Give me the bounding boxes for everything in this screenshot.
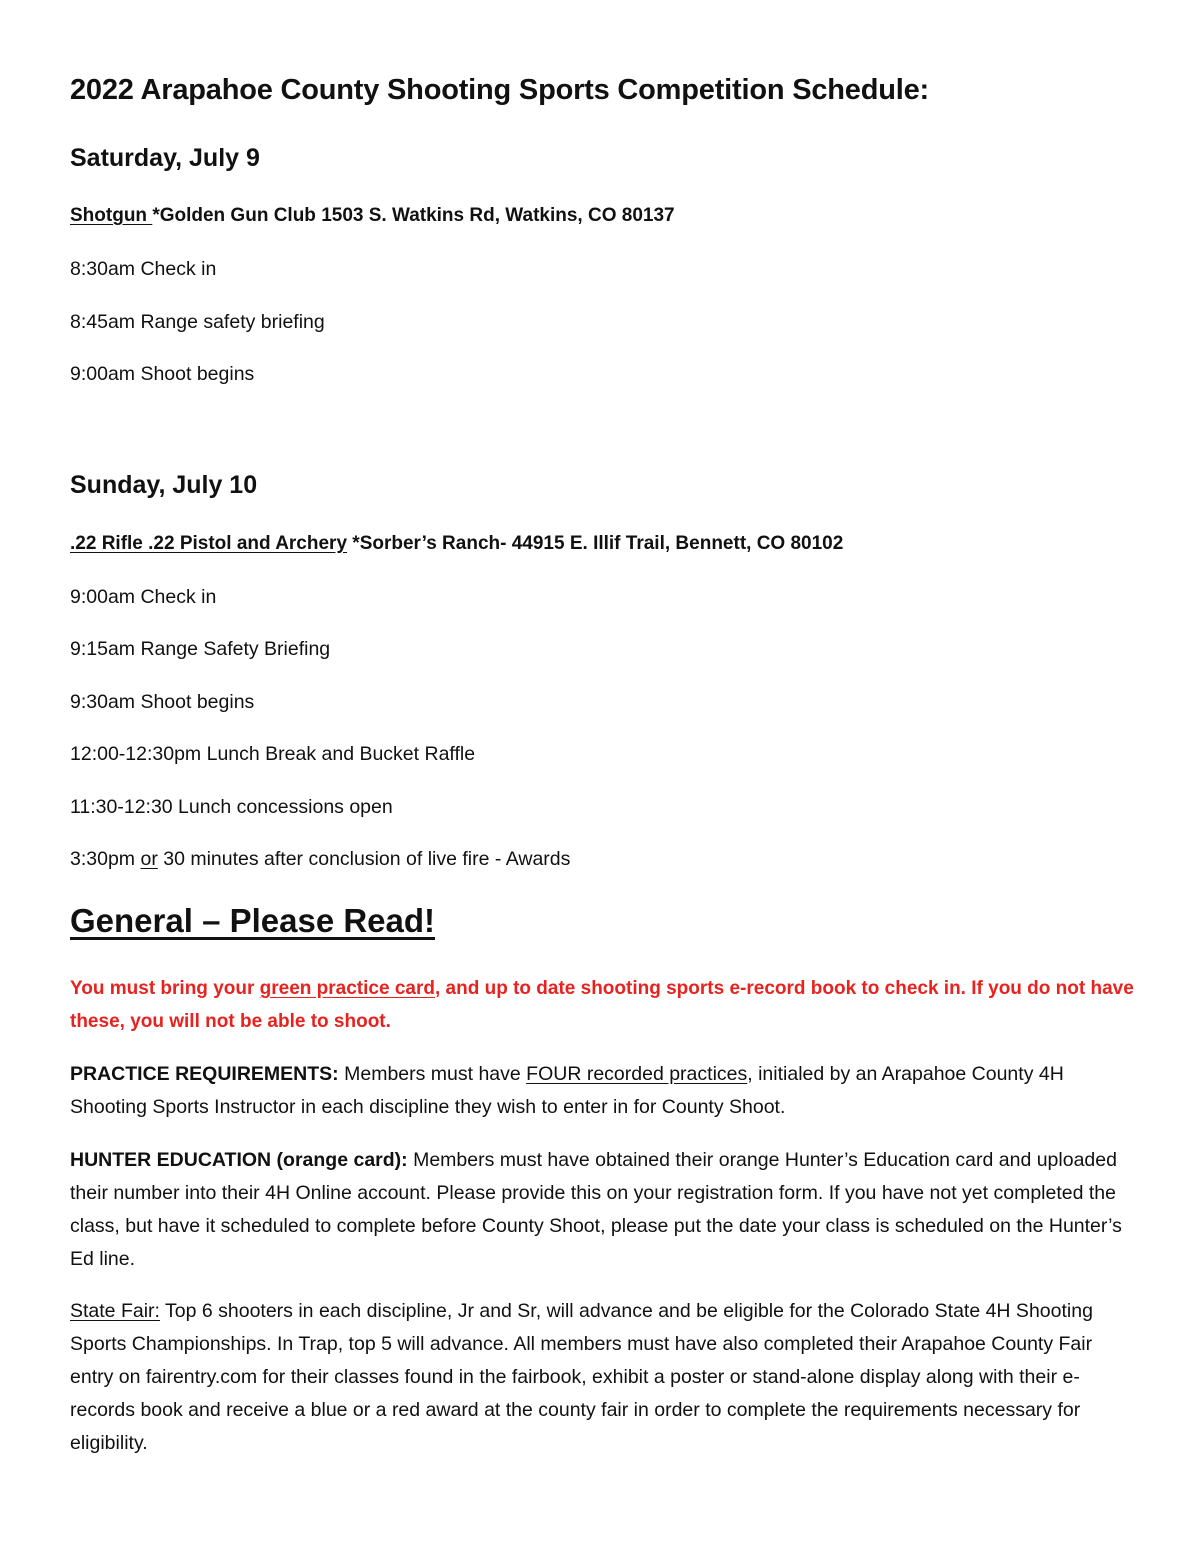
state-fair-label: State Fair: — [70, 1300, 160, 1322]
saturday-location: *Golden Gun Club 1503 S. Watkins Rd, Watkins, CO 80137 — [152, 205, 675, 226]
general-heading: General – Please Read! — [70, 902, 436, 939]
sunday-item: 12:00-12:30pm Lunch Break and Bucket Raffle — [70, 743, 476, 765]
practice-post: , initialed by an Arapahoe County 4H Shooting Sports Instructor in each discipline they wish to enter in for County Shoot. — [70, 1063, 1064, 1118]
hunter-label: HUNTER EDUCATION (orange card): — [70, 1149, 408, 1171]
sunday-item: 9:00am Check in — [70, 586, 217, 608]
sunday-discipline: .22 Rifle .22 Pistol and Archery — [70, 533, 348, 554]
hunter-education-paragraph — [70, 1144, 1140, 1276]
sunday-awards-line — [70, 848, 570, 871]
warning-green-card: green practice card — [259, 978, 435, 999]
saturday-location-line — [70, 205, 675, 227]
awards-or: or — [140, 848, 158, 870]
saturday-heading: Saturday, July 9 — [70, 144, 260, 172]
warning-pre: You must bring your — [70, 978, 260, 999]
awards-rest: 30 minutes after conclusion of live fire - Awards — [157, 848, 571, 870]
sunday-item: 9:15am Range Safety Briefing — [70, 638, 331, 660]
practice-label: PRACTICE REQUIREMENTS: — [70, 1063, 339, 1085]
sunday-heading: Sunday, July 10 — [70, 471, 258, 499]
state-fair-paragraph — [70, 1295, 1140, 1460]
saturday-discipline: Shotgun — [70, 205, 153, 226]
page-title: 2022 Arapahoe County Shooting Sports Competition Schedule: — [70, 74, 930, 106]
practice-pre: Members must have — [338, 1063, 527, 1085]
practice-count: FOUR recorded practices — [526, 1063, 748, 1085]
sunday-location: *Sorber’s Ranch- 44915 E. Illif Trail, Bennett, CO 80102 — [347, 533, 844, 554]
sunday-item: 9:30am Shoot begins — [70, 691, 255, 713]
practice-requirements-paragraph — [70, 1058, 1140, 1124]
sunday-item: 11:30-12:30 Lunch concessions open — [70, 796, 393, 818]
saturday-item: 8:45am Range safety briefing — [70, 311, 325, 333]
warning-paragraph — [70, 972, 1140, 1038]
sunday-location-line — [70, 533, 843, 555]
hunter-text: Members must have obtained their orange Hunter’s Education card and uploaded their number into their 4H Online account. Please provide this on your registration form. If you have not yet completed the class, but have it scheduled to complete before County Shoot, please put the date your class is scheduled on the Hunter’s Ed line. — [70, 1149, 1122, 1270]
warning-post: , and up to date shooting sports e-record book to check in. If you do not have these, you will not be able to shoot. — [70, 978, 1134, 1032]
saturday-item: 9:00am Shoot begins — [70, 363, 255, 385]
saturday-item: 8:30am Check in — [70, 258, 217, 280]
awards-time: 3:30pm — [70, 848, 141, 870]
state-fair-text: Top 6 shooters in each discipline, Jr and Sr, will advance and be eligible for the Colorado State 4H Shooting Sports Championships. In Trap, top 5 will advance. All members must have also completed their Arapahoe County Fair entry on fairentry.com for their classes found in the fairbook, exhibit a poster or stand-alone display along with their e-records book and receive a blue or a red award at the county fair in order to complete the requirements necessary for eligibility. — [70, 1300, 1093, 1454]
